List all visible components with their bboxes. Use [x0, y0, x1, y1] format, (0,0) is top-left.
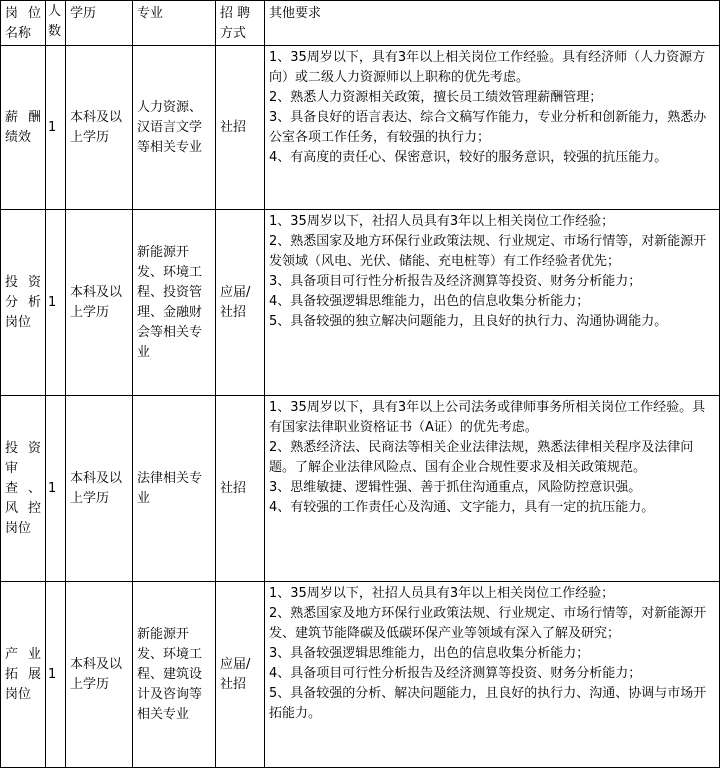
header-education: 学历 [66, 1, 133, 46]
requirement-item: 3、思维敏捷、逻辑性强、善于抓住沟通重点，风险防控意识强。 [269, 480, 642, 495]
hiring-cell: 社招 [216, 396, 265, 582]
education-cell: 本科及以上学历 [66, 210, 133, 396]
header-major: 专业 [133, 1, 216, 46]
requirement-item: 2、熟悉人力资源相关政策，擅长员工绩效管理薪酬管理； [269, 90, 603, 105]
table-row [1, 582, 720, 768]
requirement-item: 4、具备项目可行性分析报告及经济测算等投资、财务分析能力； [269, 666, 642, 681]
requirement-item: 3、具备良好的语言表达、综合文稿写作能力，专业分析和创新能力，熟悉办公室各项工作任务，有较强的执行力； [269, 110, 707, 145]
requirement-item: 4、有较强的工作责任心及沟通、文字能力，具有一定的抗压能力。 [269, 500, 655, 515]
requirement-item: 2、熟悉经济法、民商法等相关企业法律法规，熟悉法律相关程序及法律问题。了解企业法律风险点、国有企业合规性要求及相关政策规范。 [269, 440, 694, 475]
major-cell: 法律相关专业 [133, 396, 216, 582]
table-row [1, 46, 720, 210]
education-cell: 本科及以上学历 [66, 46, 133, 210]
header-count: 人数 [46, 1, 66, 46]
header-hiring-method: 招 聘方式 [216, 1, 265, 46]
requirements-cell [265, 396, 720, 582]
requirement-item: 1、35周岁以下，具有3年以上公司法务或律师事务所相关岗位工作经验。具有国家法律职业资格证书（A证）的优先考虑。 [269, 400, 706, 435]
hiring-cell: 应届/社招 [216, 582, 265, 768]
hiring-cell: 社招 [216, 46, 265, 210]
table-row [1, 396, 720, 582]
requirement-item: 4、具备较强逻辑思维能力，出色的信息收集分析能力； [269, 294, 590, 309]
requirement-item: 5、具备较强的独立解决问题能力，且良好的执行力、沟通协调能力。 [269, 314, 668, 329]
hiring-cell: 应届/社招 [216, 210, 265, 396]
header-position: 岗位名称 [1, 1, 46, 46]
requirement-item: 2、熟悉国家及地方环保行业政策法规、行业规定、市场行情等，对新能源开发、建筑节能降碳及低碳环保产业等领域有深入了解及研究； [269, 606, 707, 641]
education-cell: 本科及以上学历 [66, 396, 133, 582]
count-cell: 1 [46, 210, 66, 396]
requirements-cell [265, 46, 720, 210]
header-row [1, 1, 720, 46]
requirement-item: 3、具备项目可行性分析报告及经济测算等投资、财务分析能力； [269, 274, 642, 289]
requirements-cell [265, 210, 720, 396]
count-cell: 1 [46, 46, 66, 210]
major-cell: 新能源开发、环境工程、建筑设计及咨询等相关专业 [133, 582, 216, 768]
requirements-cell [265, 582, 720, 768]
major-cell: 人力资源、汉语言文学等相关专业 [133, 46, 216, 210]
position-cell: 投资分析岗位 [1, 210, 46, 396]
requirement-item: 5、具备较强的分析、解决问题能力，且良好的执行力、沟通、协调与市场开拓能力。 [269, 686, 707, 721]
requirement-item: 3、具备较强逻辑思维能力，出色的信息收集分析能力； [269, 646, 590, 661]
requirement-item: 4、有高度的责任心、保密意识，较好的服务意识，较强的抗压能力。 [269, 150, 668, 165]
education-cell: 本科及以上学历 [66, 582, 133, 768]
position-cell: 薪酬绩效 [1, 46, 46, 210]
count-cell: 1 [46, 582, 66, 768]
count-cell: 1 [46, 396, 66, 582]
position-cell: 产业拓展岗位 [1, 582, 46, 768]
major-cell: 新能源开发、环境工程、投资管理、金融财会等相关专业 [133, 210, 216, 396]
table-row [1, 210, 720, 396]
requirement-item: 1、35周岁以下，具有3年以上相关岗位工作经验。具有经济师（人力资源方向）或二级人力资源师以上职称的优先考虑。 [269, 50, 706, 85]
requirement-item: 1、35周岁以下，社招人员具有3年以上相关岗位工作经验； [269, 586, 615, 601]
header-requirements: 其他要求 [265, 1, 720, 46]
requirement-item: 1、35周岁以下，社招人员具有3年以上相关岗位工作经验； [269, 214, 615, 229]
position-cell: 投资审查、风控岗位 [1, 396, 46, 582]
requirement-item: 2、熟悉国家及地方环保行业政策法规、行业规定、市场行情等，对新能源开发领域（风电、光伏、储能、充电桩等）有工作经验者优先； [269, 234, 707, 269]
